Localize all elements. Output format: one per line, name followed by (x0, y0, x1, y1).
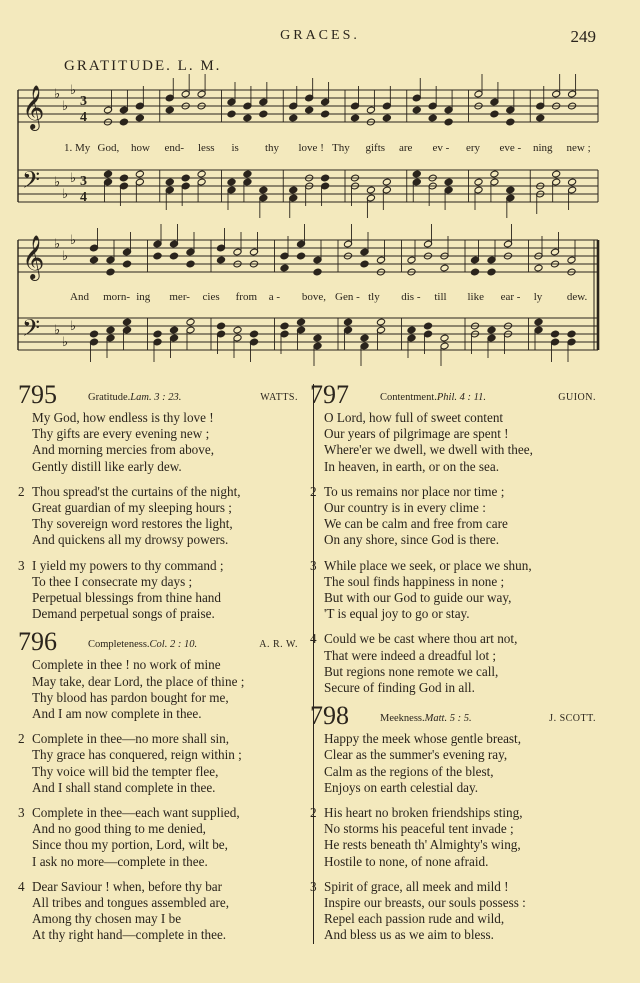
treble-clef: 𝄞 (22, 85, 45, 129)
verse-line (18, 574, 298, 590)
note-head (536, 114, 545, 122)
note-head (552, 170, 561, 178)
note-head (360, 260, 369, 268)
verse-text: Happy the meek whose gentle breast, (324, 731, 522, 747)
verse-line (310, 911, 596, 927)
note-head (412, 170, 421, 178)
lyric-syllable: ing (136, 291, 151, 303)
lyric-syllable: ear - (500, 291, 521, 303)
stanza-number: 3 (310, 878, 317, 894)
verse-line (310, 516, 596, 532)
left-column (18, 380, 298, 953)
note-head (153, 330, 162, 338)
bass-clef: 𝄢 (22, 166, 41, 199)
verse-text: Thy voice will bid the tempter flee, (32, 763, 219, 779)
verse-text: Thy blood has pardon bought for me, (32, 689, 229, 705)
verse-text: Great guardian of my sleeping hours ; (32, 500, 232, 516)
verse-text: On any shore, since God is there. (324, 532, 500, 548)
verse-line (18, 879, 298, 895)
verse-line (18, 854, 298, 870)
verse-line (310, 664, 596, 680)
verse-line (310, 410, 596, 426)
lyric-syllable: how (131, 142, 150, 154)
time-signature: 3 (80, 174, 87, 189)
verse-text: And bless us as we aim to bless. (324, 927, 494, 943)
note-head (490, 110, 499, 118)
verse-text: Spirit of grace, all meek and mild ! (324, 878, 509, 894)
lyric-syllable: God, (97, 142, 120, 154)
lyric-syllable: eve - (499, 142, 522, 154)
music-score (0, 0, 640, 370)
hymn-header (310, 380, 596, 410)
note-head (119, 174, 128, 182)
verse-text: Since thou my portion, Lord, wilt be, (32, 837, 228, 853)
note-head (135, 170, 144, 178)
verse-text: O Lord, how full of sweet content (324, 410, 504, 425)
verse-text: Inspire our breasts, our souls possess : (324, 895, 526, 911)
verse-line (18, 927, 298, 943)
lyric-syllable: And (70, 291, 89, 303)
verse-text: Clear as the summer's evening ray, (324, 747, 508, 763)
lyric-syllable: is (231, 142, 239, 154)
verse-line (310, 764, 596, 780)
verse-line (18, 606, 298, 622)
note-head (280, 322, 289, 330)
verse-text: And I shall stand complete in thee. (32, 779, 216, 795)
verse-text: Complete in thee ! no work of mine (32, 657, 221, 673)
lyric-syllable: ly (533, 291, 543, 303)
stanza (18, 484, 298, 549)
flat-sign: ♭ (54, 236, 61, 251)
verse-text: But with our God to guide our way, (324, 590, 512, 606)
verse-text: Enjoys on earth celestial day. (324, 779, 479, 795)
tune-name: GRATITUDE. L. M. (64, 58, 222, 74)
stanza (18, 558, 298, 623)
note-head (350, 114, 359, 122)
lyric-syllable: are (399, 142, 413, 154)
verse-line (310, 648, 596, 664)
note-head (169, 252, 178, 260)
stanza (18, 879, 298, 944)
stanza-number: 3 (18, 805, 25, 821)
flat-sign: ♭ (70, 232, 77, 247)
lyric-syllable: ev - (432, 142, 450, 154)
verse-line (310, 731, 596, 747)
verse-text: I yield my powers to thy command ; (32, 557, 224, 573)
hymn-title (380, 711, 472, 727)
verse-line (18, 500, 298, 516)
stanza (18, 805, 298, 870)
note-head (181, 174, 190, 182)
note-head (216, 322, 225, 330)
lyric-syllable: from (235, 291, 258, 303)
verse-text: Demand perpetual songs of praise. (32, 606, 215, 622)
note-head (440, 264, 449, 272)
verse-text: To us remains nor place nor time ; (324, 483, 505, 499)
stanza (310, 879, 596, 944)
hymn-number: 796 (18, 627, 57, 657)
flat-sign: ♭ (62, 248, 69, 263)
note-head (227, 178, 236, 186)
stanza-number: 3 (310, 557, 317, 573)
verse-line (18, 805, 298, 821)
verse-line (310, 558, 596, 574)
stanza-number: 4 (310, 631, 317, 647)
stanza-number: 4 (18, 878, 25, 894)
verse-line (310, 631, 596, 647)
verse-line (18, 895, 298, 911)
note-head (186, 318, 195, 326)
verse-text: He rests beneath th' Almighty's wing, (324, 837, 521, 853)
verse-text: That were indeed a dreadful lot ; (324, 647, 497, 663)
note-head (289, 114, 298, 122)
hymn-title-text: Meekness. (380, 713, 425, 725)
stanza-number: 2 (310, 805, 317, 821)
note-head (321, 110, 330, 118)
stanza (18, 731, 298, 796)
lyric-syllable: Thy (332, 142, 350, 154)
stanza-number: 2 (310, 483, 317, 499)
verse-text: Among thy chosen may I be (32, 911, 182, 927)
note-head (506, 186, 515, 194)
hymn-author: WATTS. (260, 392, 298, 403)
note-head (122, 318, 131, 326)
verse-line (18, 674, 298, 690)
hymn-number: 795 (18, 380, 57, 409)
stanza (310, 631, 596, 696)
verse-text: Our country is in every clime : (324, 500, 486, 516)
verse-line (18, 657, 298, 673)
verse-line (18, 911, 298, 927)
verse-line (18, 731, 298, 747)
lyric-syllable: less (198, 142, 215, 154)
note-head (313, 334, 322, 342)
hymn-title-text: Completeness. (88, 639, 150, 651)
verse-text: Calm as the regions of the blest, (324, 763, 494, 779)
flat-sign: ♭ (70, 82, 77, 97)
note-head (382, 114, 391, 122)
note-head (89, 330, 98, 338)
verse-line (18, 558, 298, 574)
verse-line (310, 574, 596, 590)
note-head (216, 256, 225, 264)
verse-line (310, 500, 596, 516)
note-head (360, 334, 369, 342)
lyric-syllable: till (434, 291, 447, 303)
verse-text: And quickens all my drowsy powers. (32, 532, 229, 548)
note-head (423, 322, 432, 330)
note-head (103, 170, 112, 178)
lyric-syllable: tly (368, 291, 380, 303)
note-head (106, 268, 115, 276)
verse-line (18, 516, 298, 532)
note-head (165, 178, 174, 186)
verse-text: Thou spread'st the curtains of the night, (32, 483, 241, 499)
hymn-header (310, 701, 596, 731)
lyric-syllable: dew. (566, 291, 588, 303)
note-head (296, 318, 305, 326)
flat-sign: ♭ (62, 334, 69, 349)
verse-line (310, 606, 596, 622)
note-head (490, 170, 499, 178)
verse-line (310, 780, 596, 796)
verse-text: And morning mercies from above, (32, 442, 215, 458)
flat-sign: ♭ (54, 174, 61, 189)
verse-text: Complete in thee—each want supplied, (32, 805, 240, 821)
lyric-syllable: dis - (401, 291, 421, 303)
verse-line (310, 805, 596, 821)
verse-line (18, 764, 298, 780)
note-head (259, 110, 268, 118)
note-head (122, 260, 131, 268)
note-head (280, 264, 289, 272)
stanza-number: 2 (18, 483, 25, 499)
verse-line (18, 532, 298, 548)
note-head (444, 118, 453, 126)
time-signature: 4 (80, 190, 87, 205)
verse-line (18, 821, 298, 837)
hymn-title (88, 390, 181, 406)
hymn-title (88, 637, 197, 653)
verse-line (18, 590, 298, 606)
verse-text: All tribes and tongues assembled are, (32, 895, 230, 911)
note-head (440, 334, 449, 342)
lyric-syllable: ery (466, 142, 481, 154)
hymn-author: A. R. W. (259, 639, 298, 651)
flat-sign: ♭ (54, 322, 61, 337)
note-head (428, 114, 437, 122)
hymn-author: GUION. (558, 392, 596, 403)
hymn-header (18, 627, 298, 657)
hymn-796 (18, 627, 298, 943)
verse-line (310, 895, 596, 911)
treble-clef: 𝄞 (22, 235, 45, 279)
note-head (186, 260, 195, 268)
lyric-syllable: mer- (169, 291, 190, 303)
verse-text: His heart no broken friendships sting, (324, 805, 523, 821)
verse-line (310, 854, 596, 870)
verse-text: My God, how endless is thy love ! (32, 410, 214, 425)
verse-text: Secure of finding God in all. (324, 680, 475, 696)
scripture-reference: Col. 2 : 10. (149, 639, 198, 651)
verse-text: Hostile to none, of none afraid. (324, 853, 489, 869)
hymn-798 (310, 701, 596, 943)
lyric-syllable: morn- (103, 291, 131, 303)
note-head (366, 186, 375, 194)
stanza (310, 805, 596, 870)
note-head (227, 110, 236, 118)
note-head (506, 118, 515, 126)
verse-text: I ask no more—complete in thee. (32, 853, 208, 869)
hymn-author: J. SCOTT. (549, 713, 596, 725)
note-head (474, 178, 483, 186)
hymn-number: 798 (310, 701, 349, 731)
verse-text: Our years of pilgrimage are spent ! (324, 426, 509, 442)
note-head (249, 330, 258, 338)
lyric-syllable: thy (265, 142, 280, 154)
note-head (153, 252, 162, 260)
note-head (321, 174, 330, 182)
verse-line (310, 590, 596, 606)
note-head (296, 252, 305, 260)
note-head (259, 186, 268, 194)
note-head (169, 326, 178, 334)
note-head (470, 268, 479, 276)
lyric-syllable: end- (164, 142, 185, 154)
note-head (407, 326, 416, 334)
note-head (534, 264, 543, 272)
verse-line (310, 442, 596, 458)
verse-text: Complete in thee—no more shall sin, (32, 731, 230, 747)
note-head (106, 326, 115, 334)
hymn-header (18, 380, 298, 410)
verse-line (18, 690, 298, 706)
scripture-reference: Lam. 3 : 23. (130, 392, 182, 403)
note-head (305, 106, 314, 114)
verse-text: At thy right hand—complete in thee. (32, 927, 227, 943)
note-head (382, 178, 391, 186)
bass-clef: 𝄢 (22, 314, 41, 347)
verse-text: Repel each passion rude and wild, (324, 911, 505, 927)
hymn-title (380, 390, 486, 406)
verse-text: But regions none remote we call, (324, 663, 499, 679)
note-head (313, 268, 322, 276)
hymn-797 (310, 380, 596, 696)
verse-line (18, 410, 298, 426)
stanza (18, 410, 298, 475)
note-head (567, 330, 576, 338)
hymn-title-text: Contentment. (380, 392, 437, 403)
flat-sign: ♭ (62, 98, 69, 113)
note-head (135, 114, 144, 122)
running-title: GRACES. (280, 28, 360, 43)
note-head (487, 326, 496, 334)
verse-text: Gently distill like early dew. (32, 458, 182, 474)
verse-line (310, 484, 596, 500)
stanza-number: 3 (18, 557, 25, 573)
note-head (444, 178, 453, 186)
verse-line (310, 747, 596, 763)
flat-sign: ♭ (70, 170, 77, 185)
verse-line (310, 821, 596, 837)
verse-line (310, 927, 596, 943)
note-head (165, 106, 174, 114)
verse-text: While place we seek, or place we shun, (324, 557, 532, 573)
note-head (412, 106, 421, 114)
verse-line (310, 680, 596, 696)
stanza (310, 484, 596, 549)
lyric-syllable: love ! (298, 142, 324, 154)
lyric-syllable: 1. My (64, 142, 91, 154)
lyric-syllable: ning (533, 142, 553, 154)
note-head (243, 114, 252, 122)
scripture-reference: Phil. 4 : 11. (436, 392, 486, 403)
verse-line (310, 837, 596, 853)
verse-line (18, 706, 298, 722)
flat-sign: ♭ (70, 318, 77, 333)
verse-text: Dear Saviour ! when, before thy bar (32, 878, 223, 894)
verse-text: Where'er we dwell, we dwell with thee, (324, 442, 533, 458)
verse-line (310, 879, 596, 895)
verse-line (310, 426, 596, 442)
verse-text: The soul finds happiness in none ; (324, 573, 505, 589)
hymn-title-text: Gratitude. (88, 392, 131, 403)
verse-line (18, 459, 298, 475)
lyric-syllable: new ; (566, 142, 591, 154)
verse-line (18, 780, 298, 796)
verse-line (18, 426, 298, 442)
scripture-reference: Matt. 5 : 5. (424, 713, 472, 725)
note-head (376, 318, 385, 326)
lyric-syllable: Gen - (335, 291, 360, 303)
verse-text: And no good thing to me denied, (32, 821, 206, 837)
verse-text: We can be calm and free from care (324, 516, 508, 532)
stanza (310, 410, 596, 475)
note-head (487, 268, 496, 276)
flat-sign: ♭ (62, 186, 69, 201)
verse-line (18, 837, 298, 853)
stanza-number: 2 (18, 731, 25, 747)
verse-text: To thee I consecrate my days ; (32, 573, 193, 589)
verse-text: And I am now complete in thee. (32, 706, 202, 722)
time-signature: 4 (80, 110, 87, 125)
verse-text: In heaven, in earth, or on the sea. (324, 458, 500, 474)
lyric-syllable: bove, (301, 291, 327, 303)
note-head (233, 326, 242, 334)
note-head (119, 118, 128, 126)
note-head (534, 318, 543, 326)
verse-text: Thy gifts are every evening new ; (32, 426, 210, 442)
verse-text: Thy grace has conquered, reign within ; (32, 747, 242, 763)
lyric-syllable: gifts (365, 142, 386, 154)
note-head (343, 318, 352, 326)
verse-line (18, 484, 298, 500)
page-number: 249 (570, 27, 596, 46)
verse-text: May take, dear Lord, the place of thine ; (32, 673, 245, 689)
time-signature: 3 (80, 94, 87, 109)
note-head (289, 186, 298, 194)
note-head (197, 170, 206, 178)
note-head (243, 170, 252, 178)
verse-line (310, 459, 596, 475)
verse-text: Thy sovereign word restores the light, (32, 516, 233, 532)
verse-line (18, 747, 298, 763)
note-head (568, 178, 577, 186)
hymn-795 (18, 380, 298, 622)
verse-text: 'T is equal joy to go or stay. (324, 606, 470, 622)
lyric-syllable: cies (202, 291, 220, 303)
lyric-syllable: a - (268, 291, 281, 303)
lyric-syllable: like (467, 291, 484, 303)
right-column (310, 380, 596, 953)
verse-line (18, 442, 298, 458)
stanza (18, 657, 298, 722)
verse-text: Could we be cast where thou art not, (324, 631, 518, 647)
note-head (89, 256, 98, 264)
flat-sign: ♭ (54, 86, 61, 101)
stanza (310, 558, 596, 623)
verse-text: Perpetual blessings from thine hand (32, 590, 221, 606)
verse-text: No storms his peaceful tent invade ; (324, 821, 514, 837)
note-head (550, 330, 559, 338)
hymn-number: 797 (310, 380, 349, 409)
stanza (310, 731, 596, 796)
verse-line (310, 532, 596, 548)
